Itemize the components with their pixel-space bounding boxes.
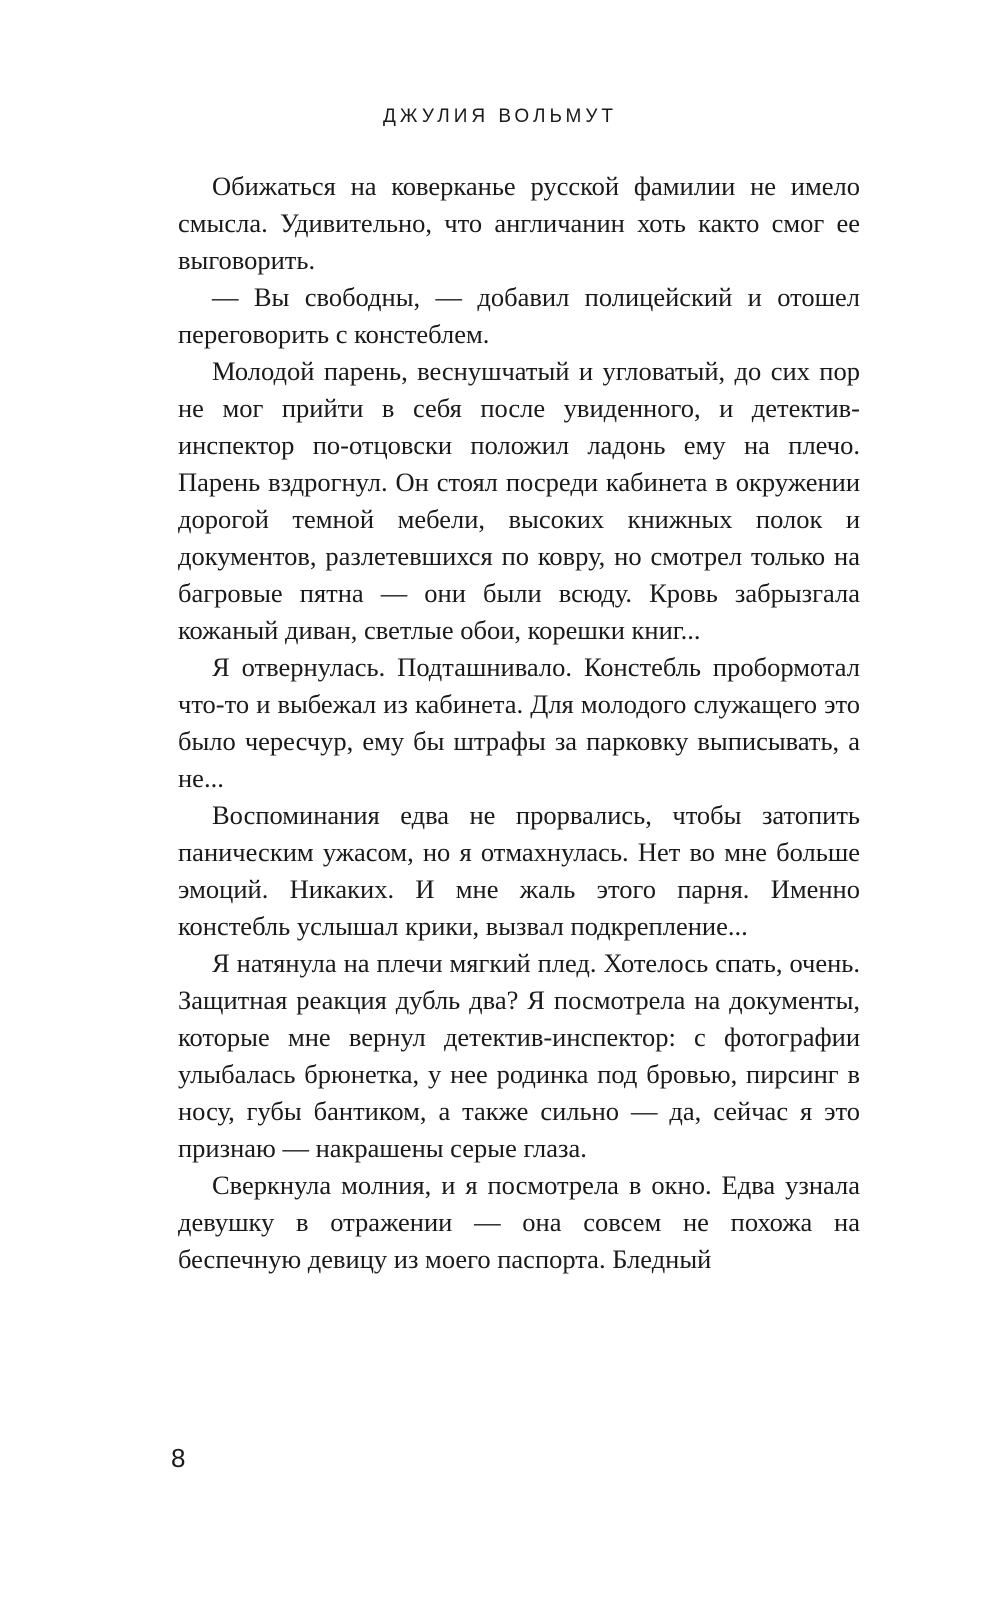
paragraph: Сверкнула молния, и я посмотрела в окно. Едва узнала девушку в отражении — она совсем не похожа на беспечную девицу из моего паспорта. Бледный [178, 1170, 860, 1274]
paragraph: Обижаться на коверканье русской фамилии не имело смысла. Удивительно, что англичанин хоть както смог ее выговорить. [178, 171, 860, 275]
paragraph: — Вы свободны, — добавил полицейский и отошел переговорить с констеблем. [178, 282, 860, 349]
paragraph: Я натянула на плечи мягкий плед. Хотелось спать, очень. Защитная реакция дубль два? Я посмотрела на документы, которые мне вернул детектив-инспектор: с фотографии улыбалась брюнетка, у нее родинка под бровью, пирсинг в носу, губы бантиком, а также сильно — да, сейчас я это признаю — накрашены серые глаза. [178, 948, 860, 1163]
page-number: 8 [171, 1443, 186, 1473]
running-head: ДЖУЛИЯ ВОЛЬМУТ [382, 106, 618, 127]
paragraph: Воспоминания едва не прорвались, чтобы затопить паническим ужасом, но я отмахнулась. Нет во мне больше эмоций. Никаких. И мне жаль этого парня. Именно констебль услышал крики, вызвал подкрепление... [178, 800, 860, 941]
paragraph: Я отвернулась. Подташнивало. Констебль пробормотал что-то и выбежал из кабинета. Для молодого служащего это было чересчур, ему бы штрафы за парковку выписывать, а не... [178, 652, 860, 793]
body-text [178, 168, 860, 1278]
paragraph: Молодой парень, веснушчатый и угловатый, до сих пор не мог прийти в себя после увиденного, и детектив-инспектор по-отцовски положил ладонь ему на плечо. Парень вздрогнул. Он стоял посреди кабинета в окружении дорогой темной мебели, высоких книжных полок и документов, разлетевшихся по ковру, но смотрел только на багровые пятна — они были всюду. Кровь забрызгала кожаный диван, светлые обои, корешки книг... [178, 356, 860, 645]
